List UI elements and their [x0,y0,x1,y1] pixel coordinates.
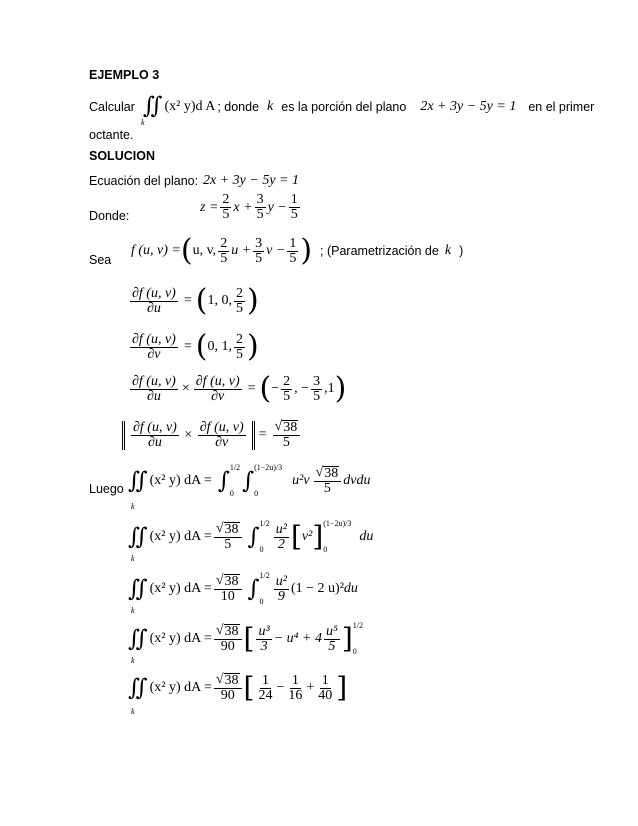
problem-line2: octante. [89,128,134,142]
sea-label: Sea [89,253,112,267]
sub-k-1: k [131,502,135,511]
solucion-heading: SOLUCION [89,149,155,163]
integral-line-4: ∬ (x² y) dA = √ 38 90 [ $\frac{\text{u³}}{3}$ − u⁴ + 4 $\frac{\text{u⁵}}{5}$ ] 1/2 0 [128,621,363,656]
integral-line-1: ∬ (x² y) dA = ∫ 1/2 0 ∫ (1−2u)/3 0 u²v √ 38 5 dvdu [128,463,371,498]
sub-k-4: k [131,656,135,665]
integral-domain-k: k [141,118,145,127]
region-k: k [267,98,274,114]
sub-k-2: k [131,554,135,563]
example-title: EJEMPLO 3 [89,68,160,82]
calcular-text: Calcular [89,99,135,114]
sub-k-3: k [131,606,135,615]
problem-statement [89,95,594,118]
donde-label: Donde: [89,209,130,223]
sub-k-5: k [131,707,135,716]
partial-u: $\frac{\partial f (u, v)}{\partial u}$ = ( 1, 0, $\frac{2}{5}$ ) [132,283,259,318]
cross-product: $\frac{\partial f (u, v)}{\partial u}$ × $\frac{\partial f (u, v)}{\partial v}$ = ( − $\frac{2}{5}$ , − $\frac{3}{5}$ ,1 ) [132,371,347,406]
ecuacion-value: 2x + 3y − 5y = 1 [203,173,299,188]
donde-text: ; donde [217,99,260,114]
ecuacion-label: Ecuación del plano: [89,174,199,188]
integral-line-3: ∬ (x² y) dA = √ 38 10 ∫ 1/2 0 $\frac{\text{u²}}{9}$ (1 − 2 u)² du [128,571,358,606]
porcion-text: es la porción del plano [281,99,407,114]
parametrization: f (u, v) = ( u, v, $\frac{2}{5}$ u + $\frac{3}{5}$ v − $\frac{1}{5}$ ) ; (Parametrización de k ) [131,233,464,268]
z-equation: z = $\frac{2}{5}$ x + $\frac{3}{5}$ y − $\frac{1}{5}$ [200,192,298,222]
partial-v: $\frac{\partial f (u, v)}{\partial v}$ = ( 0, 1, $\frac{2}{5}$ ) [132,329,259,364]
integrand: (x² y)d A [164,98,216,114]
cross-norm: $\frac{\partial f (u, v)}{\partial u}$ × $\frac{\partial f (u, v)}{\partial v}$ = √ 38 5 [122,420,302,450]
luego-label: Luego [89,482,124,496]
integral-line-2: ∬ (x² y) dA = √ 38 5 ∫ 1/2 0 $\frac{\text{u²}}{2}$ [ v² ] (1−2u)/3 0 du [128,519,374,554]
double-integral: ∬ [142,93,163,119]
plane-equation: 2x + 3y − 5y = 1 [420,98,517,114]
primer-text: en el primer [528,99,595,114]
integral-line-5: ∬ (x² y) dA = √ 38 90 [ $\frac{1}{24}$ − $\frac{1}{16}$ + $\frac{1}{40}$ ] [128,671,348,704]
